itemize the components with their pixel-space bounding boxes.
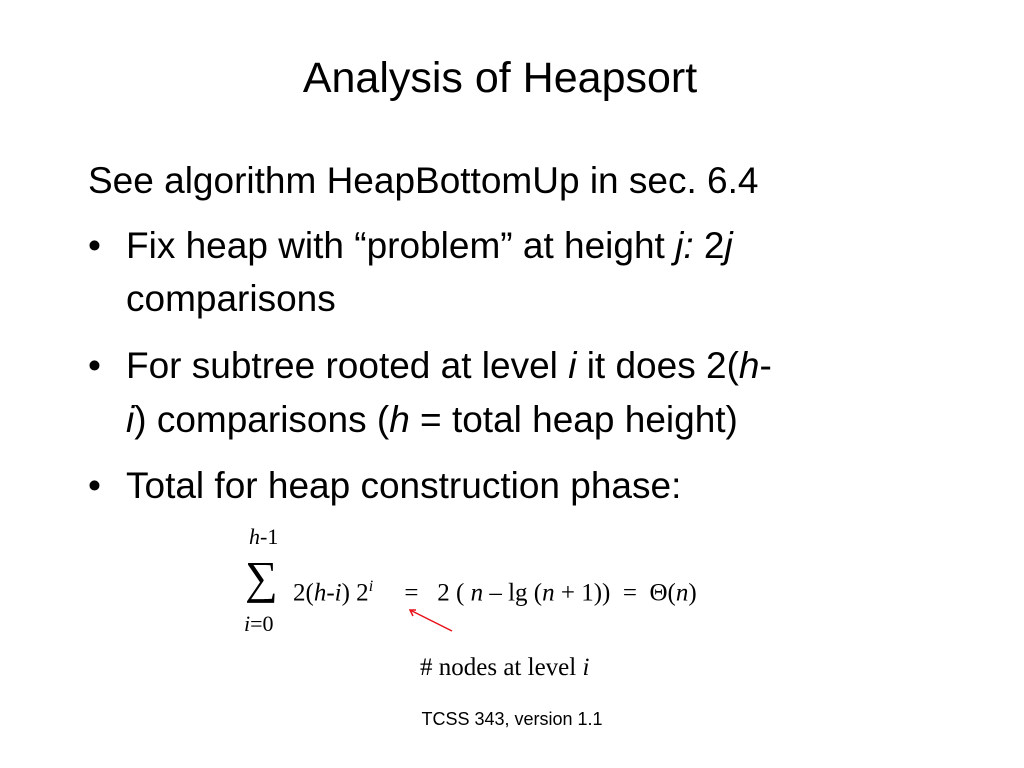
annotation-text: # nodes at level: [420, 654, 583, 681]
summation-sigma: ∑: [245, 552, 278, 603]
bullet-marker-1: •: [88, 225, 101, 266]
eq-dash: -: [326, 579, 335, 607]
bullet-2-text-e: -: [759, 345, 772, 386]
slide-footer: TCSS 343, version 1.1: [421, 709, 603, 729]
eq-t2: ) 2: [341, 579, 369, 607]
eq-sup-i: i: [368, 578, 374, 595]
sum-lower-var: i: [244, 611, 251, 636]
eq-n2: n: [542, 579, 555, 607]
annotation-arrow: [405, 608, 455, 633]
eq-t1: 2(: [293, 579, 314, 607]
sum-lower-rest: =0: [250, 611, 274, 636]
sum-lower-limit: [244, 610, 274, 638]
eq-t6: ): [688, 579, 697, 607]
equation-body: [293, 571, 697, 609]
eq-i: i: [334, 579, 342, 607]
bullet-1-text-a: Fix heap with “problem” at height: [126, 225, 676, 266]
bullet-3-line-1: Total for heap construction phase:: [126, 465, 682, 506]
eq-n1: n: [470, 579, 484, 607]
bullet-2-var-i: i: [568, 345, 577, 386]
eq-t3: = 2 (: [373, 579, 471, 607]
bullet-1-line-1: [126, 223, 733, 269]
bullet-2-line-1: [126, 343, 772, 389]
eq-t5: + 1)) = Θ(: [554, 579, 676, 607]
bullet-2-text-c: it does 2(: [576, 345, 739, 386]
bullet-1-var-j2: j: [724, 225, 733, 266]
bullet-2-var-h: h: [738, 345, 760, 386]
eq-h: h: [313, 579, 327, 607]
bullet-1-line-2: comparisons: [126, 278, 336, 319]
bullet-2-text-a: For subtree rooted at level: [126, 345, 569, 386]
slide-title: Analysis of Heapsort: [302, 54, 698, 102]
bullet-1-text-c: 2: [693, 225, 725, 266]
bullet-2-var-i2: i: [126, 399, 135, 440]
bullet-2-text-b: ) comparisons (: [134, 399, 390, 440]
sum-upper-var: h: [249, 524, 260, 549]
bullet-marker-2: •: [88, 345, 101, 386]
bullet-2-line-2: [126, 397, 738, 443]
bullet-2-text-d: =: [409, 399, 452, 440]
eq-n3: n: [675, 579, 689, 607]
annotation-var: i: [582, 654, 590, 681]
annotation-label: [420, 652, 589, 684]
sum-upper-limit: [249, 523, 278, 551]
eq-t4: – lg (: [483, 579, 543, 607]
arrow-line: [410, 610, 452, 631]
bullet-marker-3: •: [88, 465, 101, 506]
sum-upper-rest: -1: [260, 524, 279, 549]
bullet-1-var-j: j:: [675, 225, 694, 266]
intro-text: See algorithm HeapBottomUp in sec. 6.4: [88, 160, 759, 201]
bullet-2-text-e2: total heap height): [451, 399, 738, 440]
bullet-2-var-h2: h: [389, 399, 410, 440]
